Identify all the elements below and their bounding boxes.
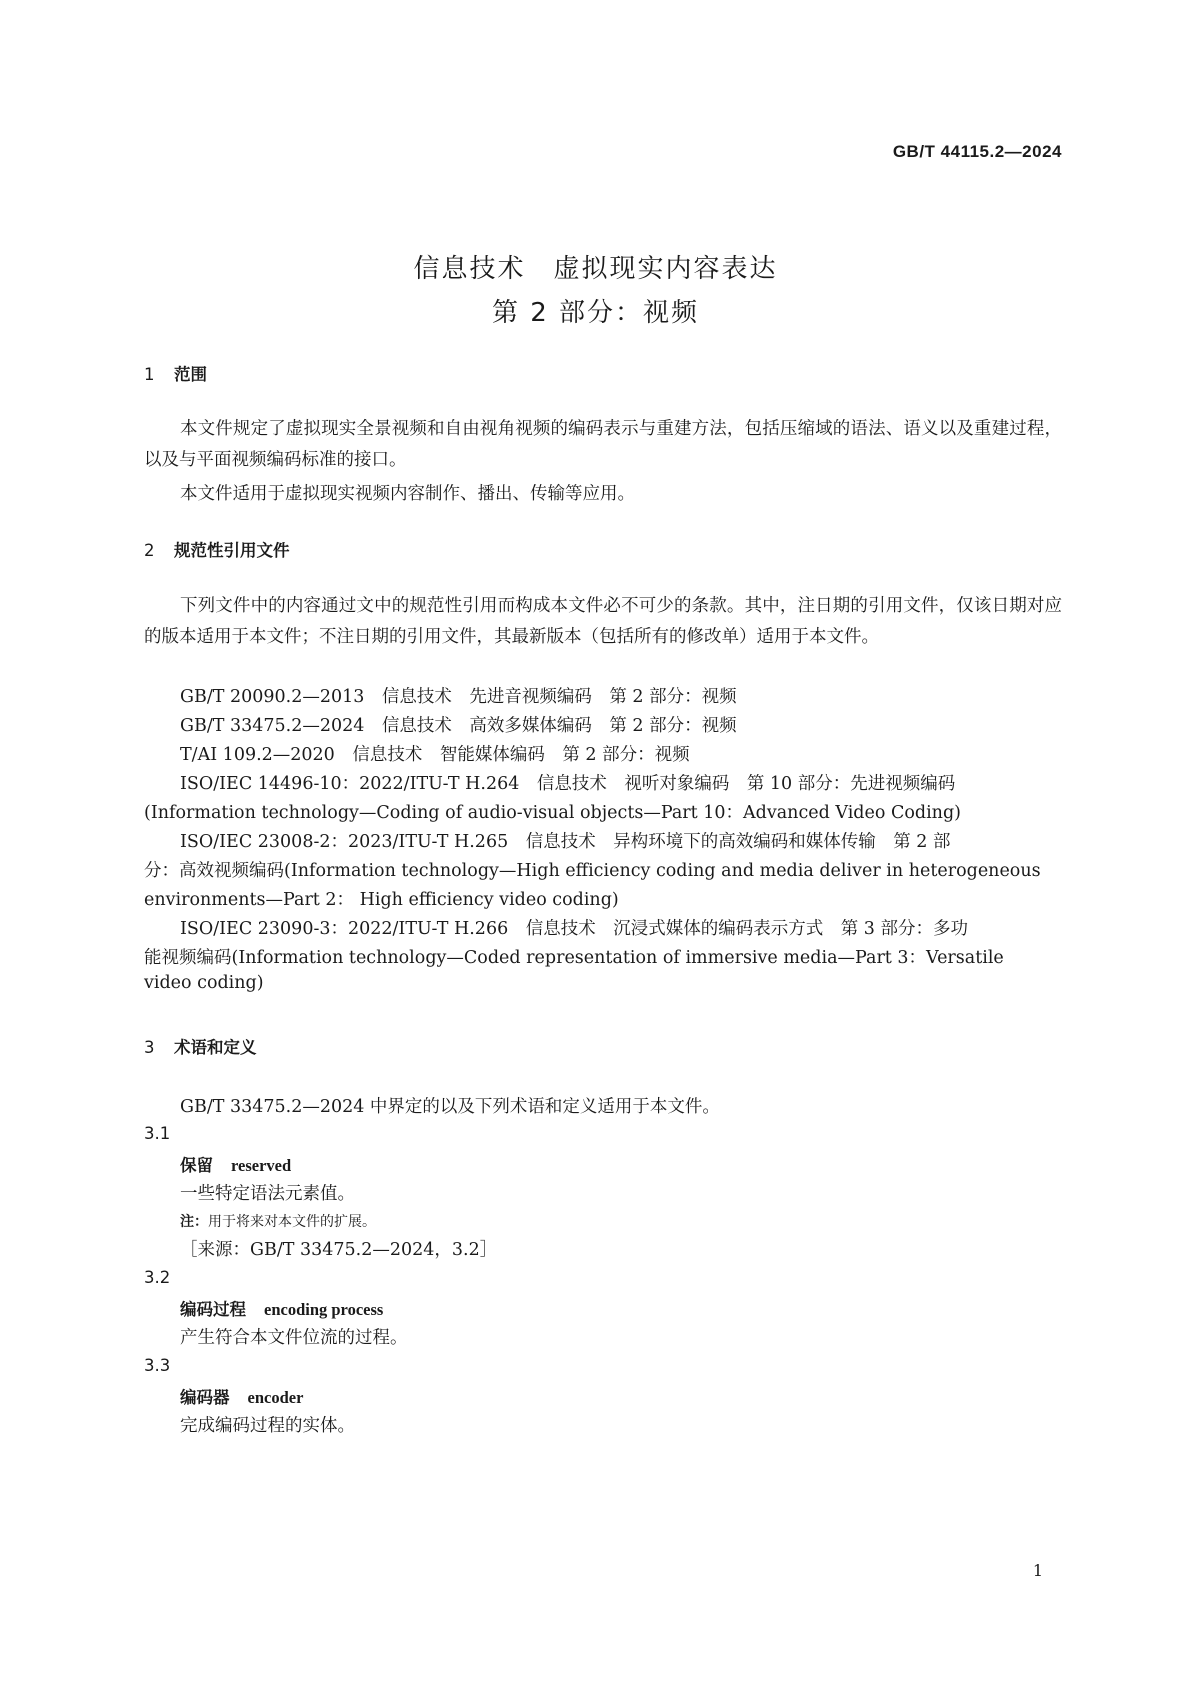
references-intro-paragraph: 下列文件中的内容通过文中的规范性引用而构成本文件必不可少的条款。其中，注日期的引用文件，仅该日期对应的版本适用于本文件；不注日期的引用文件，其最新版本（包括所有的修改单）适用于本文件。 bbox=[144, 596, 1062, 647]
term-number: 3.3 bbox=[144, 1356, 171, 1375]
section-number: 1 bbox=[144, 365, 155, 384]
note-label: 注： bbox=[180, 1214, 208, 1230]
term-source: ［来源：GB/T 33475.2—2024，3.2］ bbox=[180, 1240, 498, 1260]
section-title: 范围 bbox=[174, 365, 207, 384]
standard-number: GB/T 44115.2—2024 bbox=[892, 142, 1062, 161]
term-en: encoder bbox=[247, 1388, 304, 1407]
term-definition: 一些特定语法元素值。 bbox=[180, 1184, 355, 1204]
term-en: reserved bbox=[231, 1156, 292, 1175]
term-zh: 编码器 bbox=[180, 1388, 230, 1407]
document-title-line1: 信息技术 虚拟现实内容表达 bbox=[413, 254, 778, 284]
terms-intro: GB/T 33475.2—2024 中界定的以及下列术语和定义适用于本文件。 bbox=[180, 1097, 720, 1117]
reference-item-line: ISO/IEC 23008-2：2023/ITU-T H.265 信息技术 异构环境下的高效编码和媒体传输 第 2 部 bbox=[180, 832, 951, 852]
term-entry bbox=[180, 1384, 303, 1408]
reference-item-line: environments—Part 2： High efficiency video coding) bbox=[144, 890, 619, 910]
page-number: 1 bbox=[1032, 1561, 1043, 1580]
section-heading-scope bbox=[144, 361, 207, 385]
section-heading-normative-references bbox=[144, 537, 290, 561]
document-title-line2: 第 2 部分：视频 bbox=[491, 298, 700, 328]
term-definition: 产生符合本文件位流的过程。 bbox=[180, 1328, 408, 1348]
reference-item-line: 能视频编码(Information technology—Coded representation of immersive media—Part 3：Versatile bbox=[144, 948, 1004, 968]
note-text: 用于将来对本文件的扩展。 bbox=[208, 1214, 376, 1230]
term-note bbox=[180, 1211, 376, 1231]
section-title: 术语和定义 bbox=[174, 1038, 257, 1057]
term-en: encoding process bbox=[264, 1300, 384, 1319]
term-zh: 编码过程 bbox=[180, 1300, 246, 1319]
term-number: 3.2 bbox=[144, 1268, 171, 1287]
section-number: 2 bbox=[144, 541, 155, 560]
reference-item: GB/T 20090.2—2013 信息技术 先进音视频编码 第 2 部分：视频 bbox=[180, 687, 737, 707]
term-zh: 保留 bbox=[180, 1156, 213, 1175]
scope-paragraph-2: 本文件适用于虚拟现实视频内容制作、播出、传输等应用。 bbox=[180, 484, 635, 504]
reference-item-line: ISO/IEC 23090-3：2022/ITU-T H.266 信息技术 沉浸式媒体的编码表示方式 第 3 部分：多功 bbox=[180, 919, 968, 939]
reference-item-line: (Information technology—Coding of audio-visual objects—Part 10：Advanced Video Coding) bbox=[144, 803, 961, 823]
reference-item: GB/T 33475.2—2024 信息技术 高效多媒体编码 第 2 部分：视频 bbox=[180, 716, 737, 736]
reference-item: T/AI 109.2—2020 信息技术 智能媒体编码 第 2 部分：视频 bbox=[180, 745, 690, 765]
section-number: 3 bbox=[144, 1038, 155, 1057]
term-number: 3.1 bbox=[144, 1124, 171, 1143]
reference-item-line: 分：高效视频编码(Information technology—High efficiency coding and media deliver in heterogeneous bbox=[144, 861, 1041, 881]
scope-paragraph-1: 本文件规定了虚拟现实全景视频和自由视角视频的编码表示与重建方法，包括压缩域的语法、语义以及重建过程，以及与平面视频编码标准的接口。 bbox=[144, 419, 1062, 470]
section-heading-terms-definitions bbox=[144, 1034, 257, 1058]
section-title: 规范性引用文件 bbox=[174, 541, 290, 560]
term-entry bbox=[180, 1296, 383, 1320]
term-entry bbox=[180, 1152, 291, 1176]
reference-item-line: ISO/IEC 14496-10：2022/ITU-T H.264 信息技术 视听对象编码 第 10 部分：先进视频编码 bbox=[180, 774, 956, 794]
term-definition: 完成编码过程的实体。 bbox=[180, 1416, 355, 1436]
reference-item-line: video coding) bbox=[144, 973, 264, 993]
